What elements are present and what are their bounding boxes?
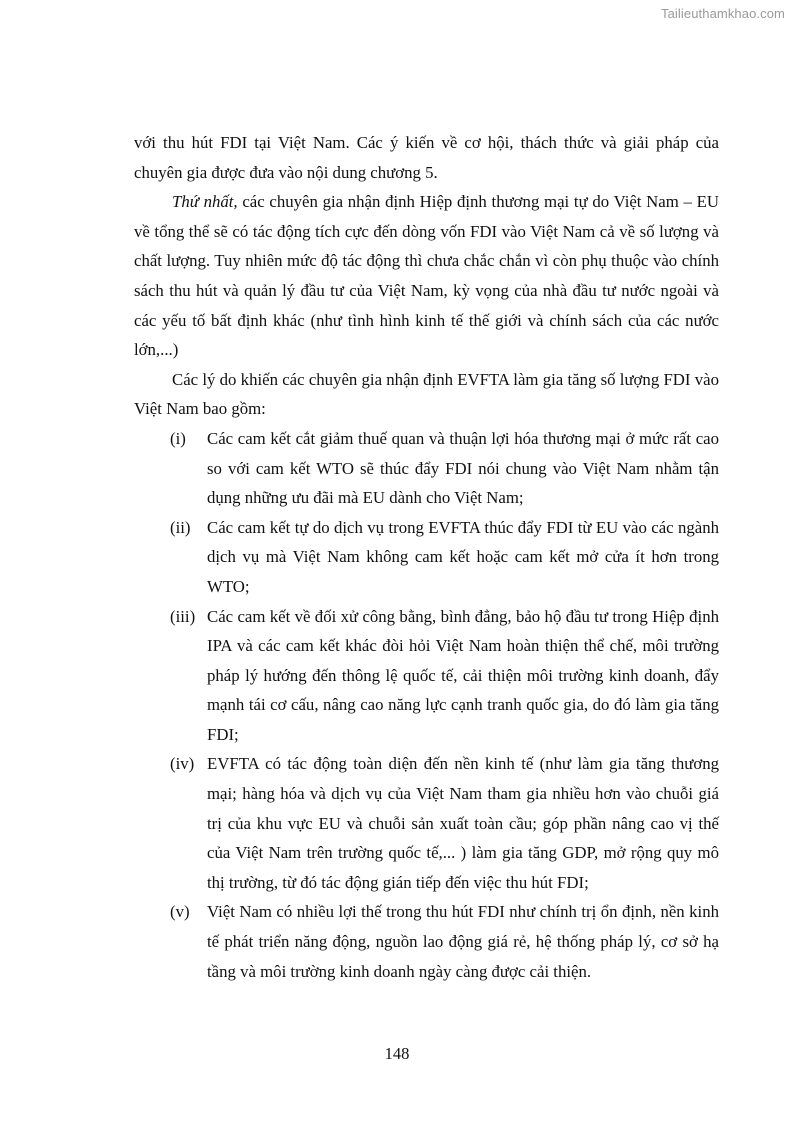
paragraph-first-point (134, 187, 719, 365)
list-item-number: (iii) (170, 606, 196, 626)
list-item-number: (ii) (170, 517, 191, 537)
list-item-text: Việt Nam có nhiều lợi thế trong thu hút FDI như chính trị ổn định, nền kinh tế phát triển năng động, nguồn lao động giá rẻ, hệ thống pháp lý, cơ sở hạ tầng và môi trường kinh doanh ngày càng được cải thiện. (207, 902, 719, 981)
document-body (134, 128, 719, 986)
watermark: Tailieuthamkhao.com (660, 6, 785, 21)
list-item-text: EVFTA có tác động toàn diện đến nền kinh tế (như làm gia tăng thương mại; hàng hóa và dịch vụ của Việt Nam tham gia nhiều hơn vào chuỗi giá trị của khu vực EU và chuỗi sản xuất toàn cầu; góp phần nâng cao vị thế của Việt Nam trên trường quốc tế,... ) làm gia tăng GDP, mở rộng quy mô thị trường, từ đó tác động gián tiếp đến việc thu hút FDI; (207, 754, 719, 892)
paragraph-first-point-body: các chuyên gia nhận định Hiệp định thương mại tự do Việt Nam – EU về tổng thể sẽ có tác động tích cực đến dòng vốn FDI vào Việt Nam cả về số lượng và chất lượng. Tuy nhiên mức độ tác động thì chưa chắc chắn vì còn phụ thuộc vào chính sách thu hút và quản lý đầu tư của Việt Nam, kỳ vọng của nhà đầu tư nước ngoài và các yếu tố bất định khác (như tình hình kinh tế thế giới và chính sách của các nước lớn,...) (134, 192, 719, 360)
list-item-text: Các cam kết về đối xử công bằng, bình đẳng, bảo hộ đầu tư trong Hiệp định IPA và các cam kết khác đòi hỏi Việt Nam hoàn thiện thể chế, môi trường pháp lý hướng đến thông lệ quốc tế, cải thiện môi trường kinh doanh, đẩy mạnh tái cơ cấu, nâng cao năng lực cạnh tranh quốc gia, do đó làm gia tăng FDI; (207, 606, 719, 744)
list-item-text: Các cam kết cắt giảm thuế quan và thuận lợi hóa thương mại ở mức rất cao so với cam kết WTO sẽ thúc đẩy FDI nói chung vào Việt Nam nhằm tận dụng những ưu đãi mà EU dành cho Việt Nam; (207, 428, 719, 508)
paragraph-lead-italic: Thứ nhất, (172, 192, 238, 212)
list-item (134, 602, 719, 750)
list-item (134, 513, 719, 602)
list-item-number: (iv) (170, 754, 195, 774)
paragraph-reasons-intro: Các lý do khiến các chuyên gia nhận định EVFTA làm gia tăng số lượng FDI vào Việt Nam bao gồm: (134, 369, 719, 419)
list-item-text: Các cam kết tự do dịch vụ trong EVFTA thúc đẩy FDI từ EU vào các ngành dịch vụ mà Việt Nam không cam kết hoặc cam kết mở cửa ít hơn trong WTO; (207, 517, 719, 596)
paragraph-continuation: với thu hút FDI tại Việt Nam. Các ý kiến về cơ hội, thách thức và giải pháp của chuyên gia được đưa vào nội dung chương 5. (134, 133, 719, 182)
list-item-number: (i) (170, 428, 186, 448)
list-item-number: (v) (170, 902, 190, 922)
list-item (134, 749, 719, 897)
reasons-list (134, 424, 719, 986)
list-item (134, 424, 719, 513)
page-number: 148 (384, 1044, 410, 1063)
list-item (134, 897, 719, 986)
